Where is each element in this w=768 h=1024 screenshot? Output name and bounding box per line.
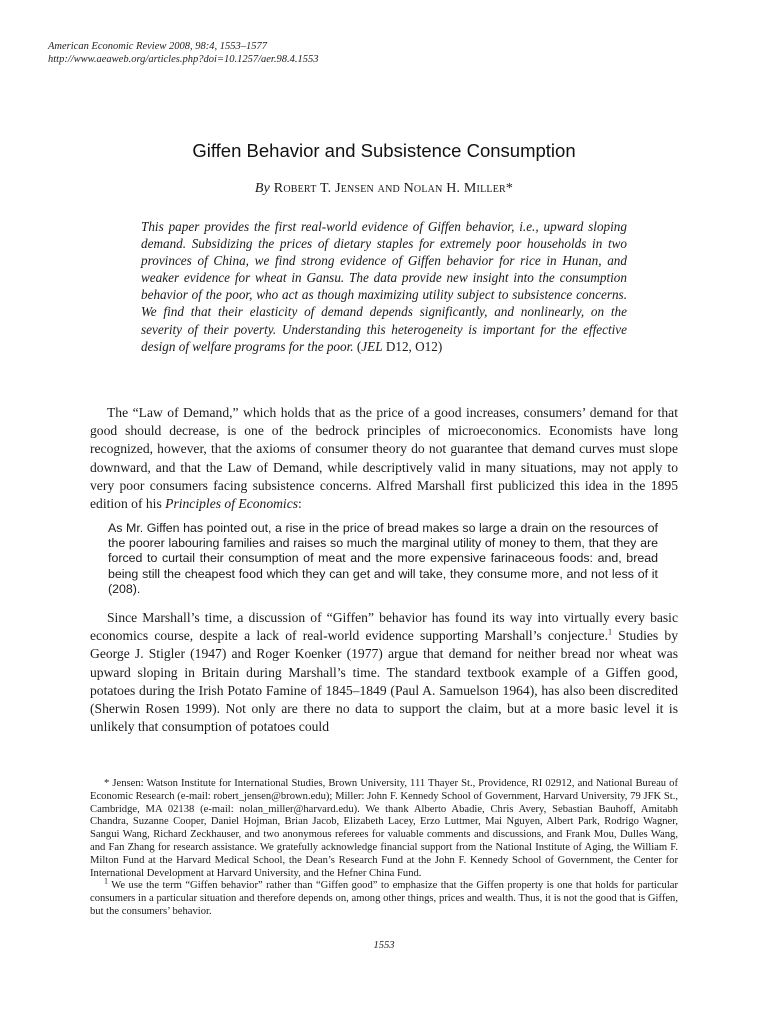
jel-codes: [354, 339, 443, 354]
jel-open: (: [353, 338, 362, 354]
body-paragraph-1: [90, 404, 678, 513]
abstract: [141, 218, 627, 355]
paragraph-2-text-b: Studies by George J. Stigler (1947) and Roger Koenker (1977) argue that demand for neither bread nor wheat was upward sloping in Britain during Marshall’s time. The standard textbook example of a Giffen good, potatoes during the Irish Potato Famine of 1845–1849 (Paul A. Samuelson 1964), has also been discredited (Sherwin Rosen 1999). Not only are there no data to support the claim, but at a more basic level it is unlikely that consumption of potatoes could: [90, 628, 679, 735]
quote-text: As Mr. Giffen has pointed out, a rise in the price of bread makes so large a drain on the resources of the poorer labouring families and raises so much the marginal utility of money to them, that they are forced to curtail their consumption of meat and the more expensive farinaceous foods: and, bread being still the cheapest food which they can get and will take, they consume more, and not less of it (208).: [108, 521, 658, 596]
paragraph-2-text-a: Since Marshall’s time, a discussion of “Giffen” behavior has found its way into virtually every basic economics course, despite a lack of real-world evidence supporting Marshall’s conjecture.: [90, 610, 678, 644]
book-title: Principles of Economics: [165, 496, 299, 512]
footnote-star-text: * Jensen: Watson Institute for International Studies, Brown University, 111 Thayer St., Providence, RI 02912, and National Bureau of Economic Research (e-mail: robert_jensen@brown.edu); Miller: John F. Kennedy School of Government, Harvard University, 79 JFK St., Cambridge, MA 02138 (e-mail: nolan_miller@harvard.edu). We thank Alberto Abadie, Chris Avery, Sebastian Bauhoff, Amitabh Chandra, Suzanne Cooper, Daniel Hojman, Brian Jacob, Elizabeth Lacey, Erzo Luttmer, Mai Nguyen, Albert Park, Rodrigo Wagner, Sangui Wang, Richard Zeckhauser, and two anonymous referees for valuable comments and discussions, and Frank Mou, Dulles Wang, and Fan Zhang for research assistance. We gratefully acknowledge financial support from the National Institute of Aging, the William F. Milton Fund at the Harvard Medical School, the Dean’s Research Fund at the John F. Kennedy School of Government, the Center for International Development at Harvard University, and the Hefner China Fund.: [90, 778, 678, 879]
paragraph-1-text: The “Law of Demand,” which holds that as the price of a good increases, consumers’ demand for that good should decrease, is one of the bedrock principles of microeconomics. Economists have long recognized, however, that the axioms of consumer theory do not guarantee that demand curves must slope downward, and that the Law of Demand, while descriptively valid in many situations, may not apply to very poor consumers facing subsistence concerns. Alfred Marshall first publicized this idea in the 1895 edition of his: [90, 405, 678, 512]
footnote-1-mark: 1: [104, 876, 108, 886]
footnote-1-text: We use the term “Giffen behavior” rather than “Giffen good” to emphasize that the Giffen property is one that holds for particular consumers in a particular situation and therefore depends on, among other things, prices and wealth. Thus, it is not the good that is Giffen, but the consumers’ behavior.: [90, 880, 678, 917]
author-names: Robert T. Jensen and Nolan H. Miller*: [273, 181, 514, 196]
article-url[interactable]: http://www.aeaweb.org/articles.php?doi=10.1257/aer.98.4.1553: [48, 54, 319, 65]
paragraph-1-end: :: [298, 496, 302, 512]
footnote-star: [90, 778, 678, 880]
byline-by: By: [254, 181, 271, 196]
journal-citation: American Economic Review 2008, 98:4, 1553–1577: [48, 41, 267, 52]
body-paragraph-2: [90, 609, 678, 736]
jel-label: JEL: [361, 338, 383, 354]
page-number: 1553: [373, 940, 395, 951]
footnote-1: [90, 876, 678, 918]
journal-header: [48, 40, 318, 66]
jel-code-list: D12, O12): [382, 338, 443, 354]
author-byline: [0, 181, 768, 197]
paper-title: Giffen Behavior and Subsistence Consumption: [192, 140, 576, 161]
footnotes: [90, 778, 678, 919]
abstract-text: This paper provides the first real-world evidence of Giffen behavior, i.e., upward sloping demand. Subsidizing the prices of dietary staples for extremely poor households in two provinces of China, we find strong evidence of Giffen behavior for rice in Hunan, and weaker evidence for wheat in Gansu. The data provide new insight into the consumption behavior of the poor, who act as though maximizing utility subject to subsistence concerns. We find that their elasticity of demand depends significantly, and nonlinearly, on the severity of their poverty. Understanding this heterogeneity is important for the effective design of welfare programs for the poor.: [141, 219, 627, 354]
block-quote: [108, 521, 658, 597]
footnote-ref-1[interactable]: 1: [607, 627, 612, 637]
